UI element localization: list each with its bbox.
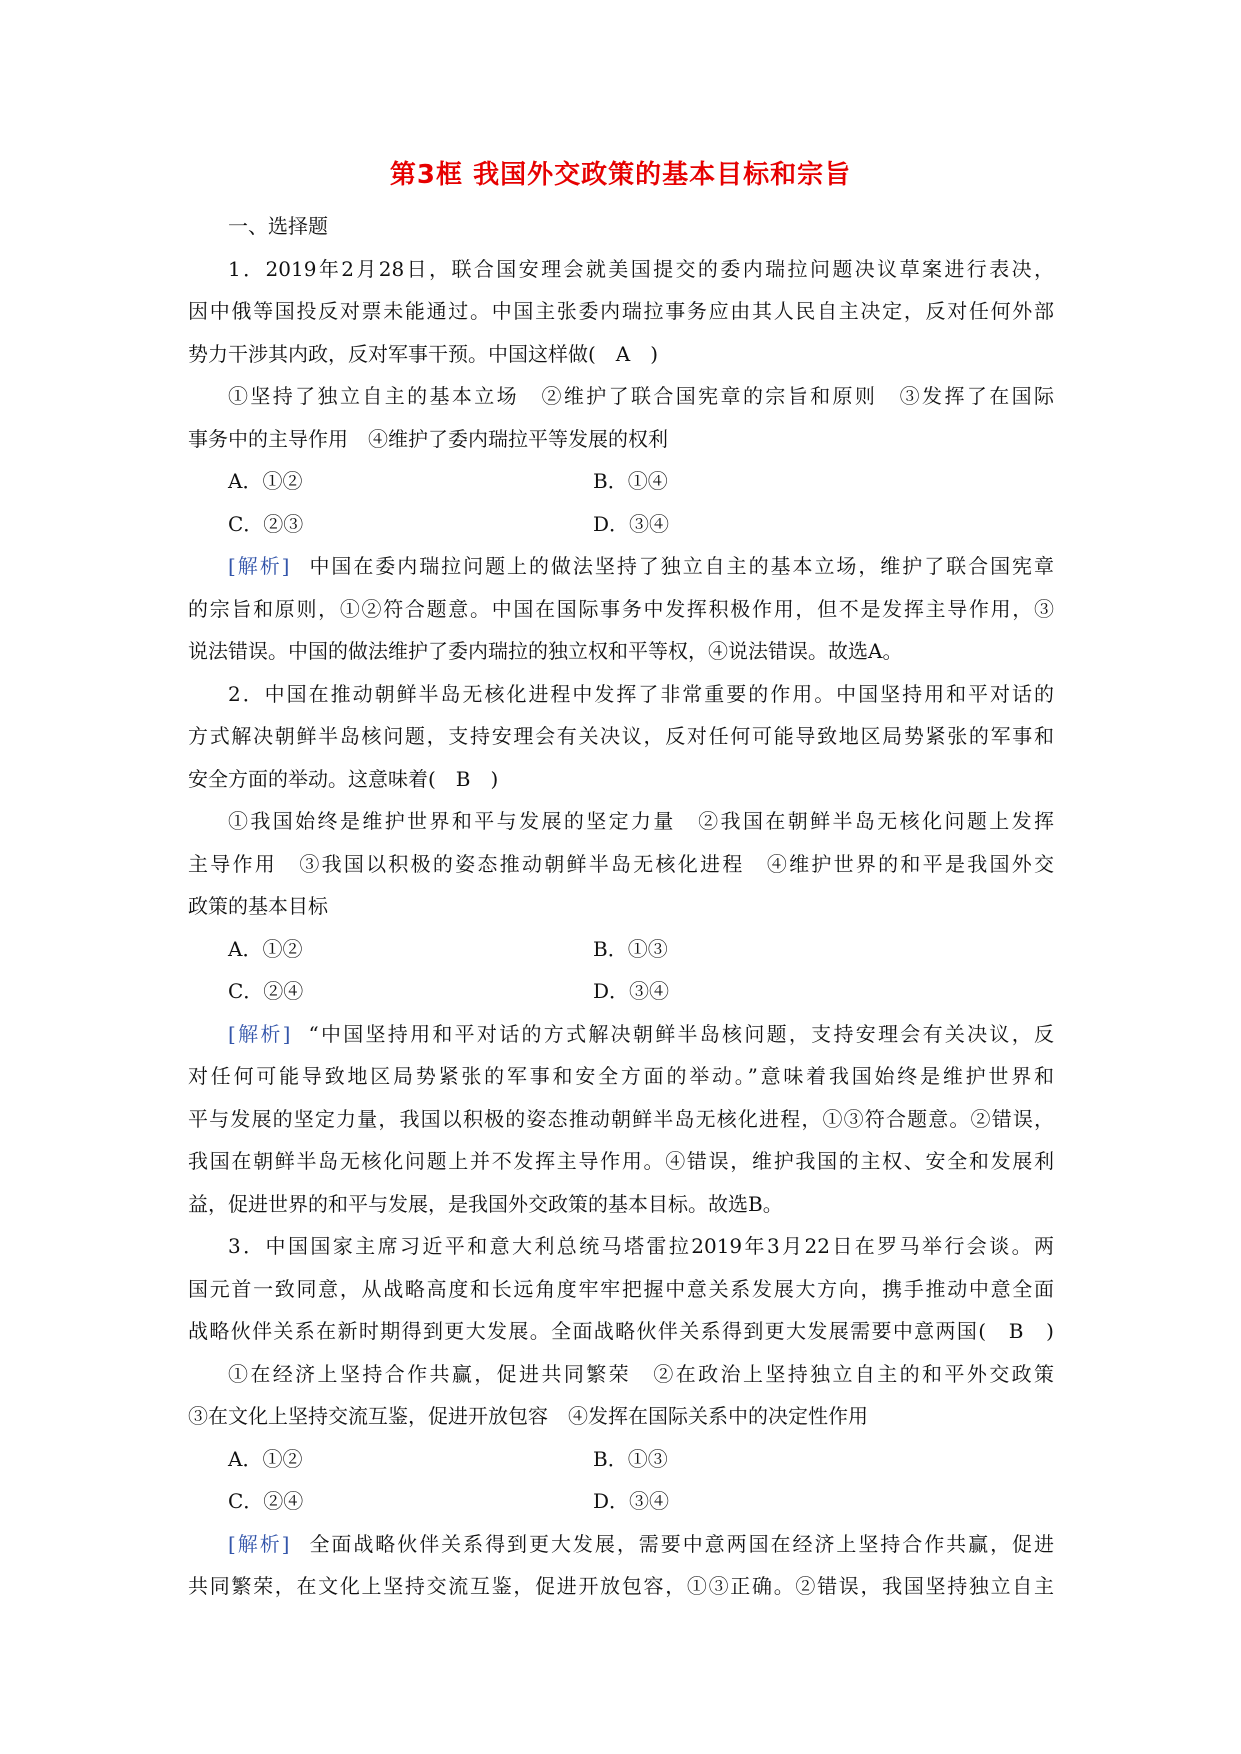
- analysis-line: 对任何可能导致地区局势紧张的军事和安全方面的举动。”意味着我国始终是维护世界和: [188, 1064, 1054, 1088]
- options-row: [188, 970, 1054, 1013]
- question-stem-line: 安全方面的举动。这意味着( B ): [188, 766, 499, 791]
- options-row: [188, 460, 1054, 503]
- analysis-tag: [解析]: [228, 1531, 290, 1556]
- analysis-line: 益，促进世界的和平与发展，是我国外交政策的基本目标。故选B。: [188, 1191, 783, 1216]
- options-row: [188, 1480, 1054, 1523]
- option-c: C．②④: [228, 979, 304, 1003]
- analysis-tag: [解析]: [228, 1021, 291, 1046]
- statement-line: 政策的基本目标: [188, 894, 328, 918]
- question-stem-line: 势力干涉其内政，反对军事干预。中国这样做( A ): [188, 341, 659, 366]
- analysis-line: 平与发展的坚定力量，我国以积极的姿态推动朝鲜半岛无核化进程，①③符合题意。②错误，: [188, 1106, 1054, 1131]
- option-a: A．①②: [228, 936, 303, 961]
- option-a: A．①②: [228, 1446, 303, 1471]
- options-row: [188, 1438, 1054, 1481]
- options-row: [188, 503, 1054, 546]
- document-body: [188, 205, 1054, 1608]
- analysis-line: 的宗旨和原则，①②符合题意。中国在国际事务中发挥积极作用，但不是发挥主导作用，③: [188, 596, 1054, 621]
- statement-line: 事务中的主导作用 ④维护了委内瑞拉平等发展的权利: [188, 426, 668, 451]
- statement-line: 主导作用 ③我国以积极的姿态推动朝鲜半岛无核化进程 ④维护世界的和平是我国外交: [188, 851, 1054, 876]
- question-3: [188, 1225, 1054, 1608]
- analysis-line: 共同繁荣，在文化上坚持交流互鉴，促进开放包容，①③正确。②错误，我国坚持独立自主: [188, 1574, 1054, 1598]
- analysis-line: [188, 1523, 1054, 1566]
- statement-line: ①在经济上坚持合作共赢，促进共同繁荣 ②在政治上坚持独立自主的和平外交政策: [228, 1361, 1054, 1386]
- option-c: C．②④: [228, 1489, 304, 1513]
- analysis-line: [188, 1013, 1054, 1056]
- analysis-text: 全面战略伙伴关系得到更大发展，需要中意两国在经济上坚持合作共赢，促进: [307, 1531, 1055, 1556]
- question-stem-line: 国元首一致同意，从战略高度和长远角度牢牢把握中意关系发展大方向，携手推动中意全面: [188, 1276, 1054, 1301]
- question-stem-line: 因中俄等国投反对票未能通过。中国主张委内瑞拉事务应由其人民自主决定，反对任何外部: [188, 299, 1054, 323]
- option-b: B．①④: [593, 469, 668, 493]
- option-c: C．②③: [228, 511, 304, 536]
- option-b: B．①③: [593, 1446, 668, 1471]
- analysis-line: 说法错误。中国的做法维护了委内瑞拉的独立权和平等权，④说法错误。故选A。: [188, 639, 903, 663]
- option-a: A．①②: [228, 469, 303, 493]
- statement-line: ①我国始终是维护世界和平与发展的坚定力量 ②我国在朝鲜半岛无核化问题上发挥: [228, 809, 1054, 833]
- question-stem-line: 3．中国国家主席习近平和意大利总统马塔雷拉2019年3月22日在罗马举行会谈。两: [228, 1234, 1054, 1258]
- question-stem-line: 1．2019年2月28日，联合国安理会就美国提交的委内瑞拉问题决议草案进行表决，: [228, 256, 1054, 281]
- analysis-tag: [解析]: [228, 554, 290, 578]
- analysis-line: 我国在朝鲜半岛无核化问题上并不发挥主导作用。④错误，维护我国的主权、安全和发展利: [188, 1149, 1054, 1173]
- option-d: D．③④: [593, 1489, 670, 1513]
- analysis-text: 中国在委内瑞拉问题上的做法坚持了独立自主的基本立场，维护了联合国宪章: [307, 554, 1055, 578]
- option-b: B．①③: [593, 936, 668, 961]
- question-2: [188, 673, 1054, 1226]
- question-stem-line: 2．中国在推动朝鲜半岛无核化进程中发挥了非常重要的作用。中国坚持用和平对话的: [228, 681, 1054, 706]
- option-d: D．③④: [593, 511, 670, 536]
- analysis-text: “中国坚持用和平对话的方式解决朝鲜半岛核问题，支持安理会有关决议，反: [308, 1021, 1054, 1046]
- page-title: 第3框 我国外交政策的基本目标和宗旨: [389, 160, 852, 190]
- option-d: D．③④: [593, 979, 670, 1003]
- options-row: [188, 928, 1054, 971]
- statement-line: ①坚持了独立自主的基本立场 ②维护了联合国宪章的宗旨和原则 ③发挥了在国际: [228, 384, 1054, 408]
- question-stem-line: 方式解决朝鲜半岛核问题，支持安理会有关决议，反对任何可能导致地区局势紧张的军事和: [188, 724, 1054, 748]
- question-stem-line: 战略伙伴关系在新时期得到更大发展。全面战略伙伴关系得到更大发展需要中意两国( B ): [188, 1319, 1054, 1343]
- question-1: [188, 248, 1054, 673]
- analysis-line: [188, 545, 1054, 588]
- section-heading: 一、选择题: [228, 214, 328, 238]
- statement-line: ③在文化上坚持交流互鉴，促进开放包容 ④发挥在国际关系中的决定性作用: [188, 1404, 868, 1428]
